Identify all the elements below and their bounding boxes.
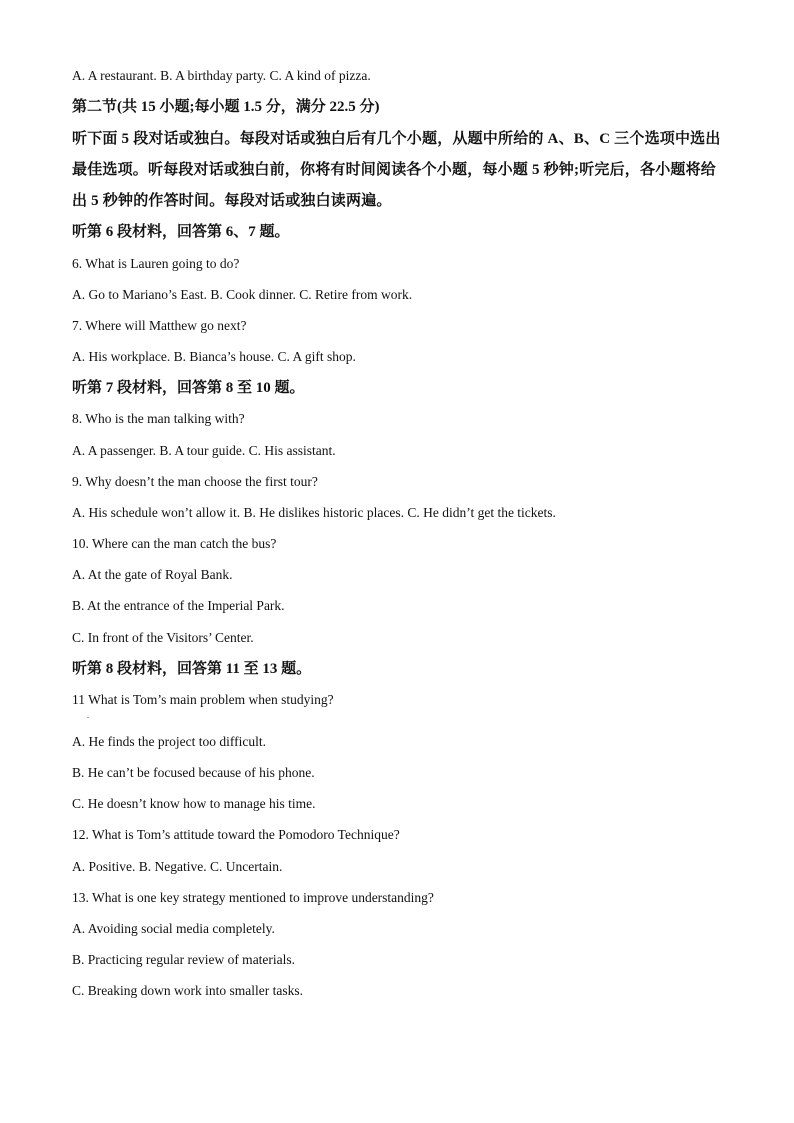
option-q13-b: B. Practicing regular review of materials. bbox=[72, 952, 296, 967]
section-heading: 第二节(共 15 小题;每小题 1.5 分，满分 22.5 分) bbox=[72, 99, 380, 115]
question-12: 12. What is Tom’s attitude toward the Pomodoro Technique? bbox=[72, 827, 400, 842]
option-q11-a: A. He finds the project too difficult. bbox=[72, 734, 266, 749]
question-7: 7. Where will Matthew go next? bbox=[72, 318, 247, 333]
question-13: 13. What is one key strategy mentioned to improve understanding? bbox=[72, 890, 434, 905]
options-q12: A. Positive. B. Negative. C. Uncertain. bbox=[72, 859, 283, 874]
stray-dot: . bbox=[87, 711, 89, 720]
option-q11-c: C. He doesn’t know how to manage his time. bbox=[72, 796, 316, 811]
option-q10-c: C. In front of the Visitors’ Center. bbox=[72, 630, 254, 645]
options-q9: A. His schedule won’t allow it. B. He dislikes historic places. C. He didn’t get the tickets. bbox=[72, 505, 556, 520]
section-instructions: 听下面 5 段对话或独白。每段对话或独白后有几个小题，从题中所给的 A、B、C 三个选项中选出最佳选项。听每段对话或独白前，你将有时间阅读各个小题，每小题 5 秒钟;听完后，各小题将给出 5 秒钟的作答时间。每段对话或独白读两遍。 bbox=[72, 131, 721, 209]
option-q13-a: A. Avoiding social media completely. bbox=[72, 921, 275, 936]
question-6: 6. What is Lauren going to do? bbox=[72, 256, 240, 271]
question-11: 11 What is Tom’s main problem when studying? bbox=[72, 692, 334, 707]
option-q11-b: B. He can’t be focused because of his phone. bbox=[72, 765, 315, 780]
question-10: 10. Where can the man catch the bus? bbox=[72, 536, 277, 551]
answer-options-q5: A. A restaurant. B. A birthday party. C. A kind of pizza. bbox=[72, 68, 371, 83]
option-q10-b: B. At the entrance of the Imperial Park. bbox=[72, 598, 285, 613]
option-q13-c: C. Breaking down work into smaller tasks. bbox=[72, 983, 303, 998]
options-q7: A. His workplace. B. Bianca’s house. C. A gift shop. bbox=[72, 349, 356, 364]
option-q10-a: A. At the gate of Royal Bank. bbox=[72, 567, 233, 582]
material-6-heading: 听第 6 段材料，回答第 6、7 题。 bbox=[72, 224, 290, 240]
question-8: 8. Who is the man talking with? bbox=[72, 411, 245, 426]
material-8-heading: 听第 8 段材料，回答第 11 至 13 题。 bbox=[72, 661, 312, 677]
options-q6: A. Go to Mariano’s East. B. Cook dinner. C. Retire from work. bbox=[72, 287, 413, 302]
options-q8: A. A passenger. B. A tour guide. C. His assistant. bbox=[72, 443, 336, 458]
question-9: 9. Why doesn’t the man choose the first tour? bbox=[72, 474, 318, 489]
material-7-heading: 听第 7 段材料，回答第 8 至 10 题。 bbox=[72, 380, 305, 396]
